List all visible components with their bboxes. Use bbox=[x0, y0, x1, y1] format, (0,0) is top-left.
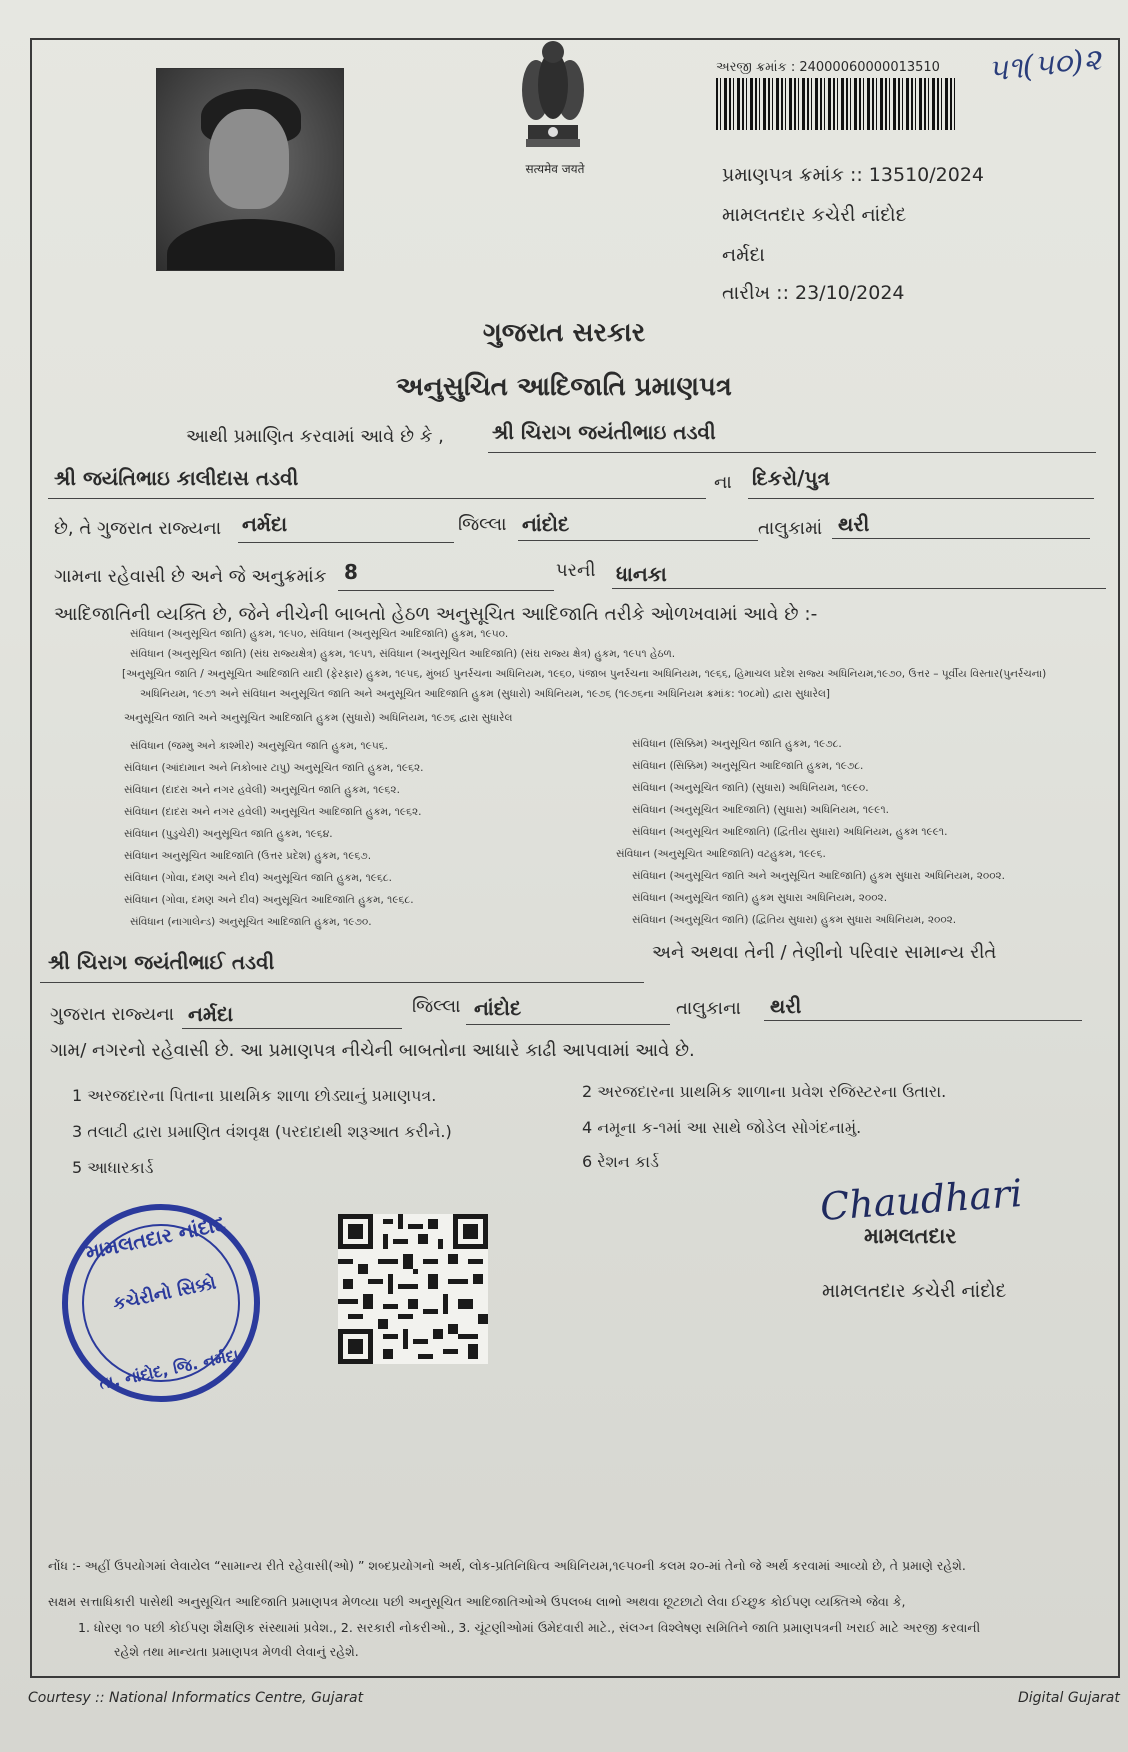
father-name: શ્રી જયંતિભાઇ કાલીદાસ તડવી bbox=[54, 466, 299, 490]
recognition-text: આદિજાતિની વ્યક્તિ છે, જેને નીચેની બાબતો હેઠળ અનુસૂચિત આદિજાતિ તરીકે ઓળખવામાં આવે છે :- bbox=[54, 604, 818, 625]
issue-date: તારીખ :: 23/10/2024 bbox=[722, 282, 905, 304]
note-line: નોંધ :- અહીં ઉપયોગમાં લેવાયેલ “સામાન્ય રીતે રહેવાસી(ઓ) ” શબ્દપ્રયોગનો અર્થ, લોક-પ્રતિનિધિત્વ અધિનિયમ,૧૯૫૦ની કલમ ૨૦-માં તેનો જે અર્થ કરવામાં આવ્યો છે, તે પ્રમાણે રહેશે. bbox=[48, 1558, 966, 1573]
district2-value: નાંદોદ bbox=[522, 512, 570, 536]
relation: દિકરો/પુત્ર bbox=[752, 466, 830, 490]
order-left: સંવિધાન (નાગાલેન્ડ) અનુસૂચિત આદિજાતિ હુકમ, ૧૯૭૦. bbox=[130, 916, 372, 928]
residence-district: નર્મદા bbox=[188, 1002, 234, 1026]
taluka-label: તાલુકામાં bbox=[758, 518, 823, 539]
par-label: પરની bbox=[556, 560, 596, 581]
underline bbox=[488, 452, 1096, 453]
order-right: સંવિધાન (અનુસૂચિત આદિજાતિ) (દ્વિતીય સુધારા) અધિનિયમ, હુકમ ૧૯૯૧. bbox=[632, 826, 948, 838]
underline bbox=[48, 498, 706, 499]
applicant-photo bbox=[156, 68, 344, 271]
footer-brand: Digital Gujarat bbox=[1018, 1690, 1120, 1706]
order-line: અધિનિયમ, ૧૯૭૧ અને સંવિધાન અનુસૂચિત જાતિ અને અનુસૂચિત આદિજાતિ હુકમ (સુધારો) અધિનિયમ, ૧૯૭૬ (૧૯૭૬ના અધિનિયમ ક્રમાંક: ૧૦૮મો) દ્વારા સુધારેલ] bbox=[140, 688, 831, 700]
underline bbox=[182, 1028, 402, 1029]
national-emblem-icon bbox=[508, 30, 598, 160]
underline bbox=[466, 1024, 670, 1025]
order-right: સંવિધાન (સિક્કિમ) અનુસૂચિત જાતિ હુકમ, ૧૯૭૮. bbox=[632, 738, 842, 750]
family-text: અને અથવા તેની / તેણીનો પરિવાર સામાન્ય રીતે bbox=[652, 942, 997, 963]
taluka-value: થરી bbox=[838, 512, 870, 536]
barcode bbox=[716, 78, 956, 130]
order-left: સંવિધાન (ગોવા, દમણ અને દીવ) અનુસૂચિત આદિજાતિ હુકમ, ૧૯૬૮. bbox=[124, 894, 414, 906]
district-value: નર્મદા bbox=[242, 512, 288, 536]
order-right: સંવિધાન (અનુસૂચિત આદિજાતિ) (સુધારા) અધિનિયમ, ૧૯૯૧. bbox=[632, 804, 889, 816]
order-right: સંવિધાન (અનુસૂચિત આદિજાતિ) વટહુકમ, ૧૯૯૬. bbox=[616, 848, 826, 860]
certificate-title: અનુસુચિત આદિજાતિ પ્રમાણપત્ર bbox=[396, 372, 732, 402]
order-left: સંવિધાન (દાદરા અને નગર હવેલી) અનુસૂચિત આદિજાતિ હુકમ, ૧૯૬૨. bbox=[124, 806, 422, 818]
document-item: 4 નમૂના ક-૧માં આ સાથે જોડેલ સોગંદનામું. bbox=[582, 1118, 862, 1137]
handwritten-note: ૫૧(૫૦)૨ bbox=[986, 42, 1103, 89]
underline bbox=[238, 542, 454, 543]
order-left: સંવિધાન (જમ્મુ અને કાશ્મીર) અનુસૂચિત જાતિ હુકમ, ૧૯૫૬. bbox=[130, 740, 388, 752]
seal-bottom-text: તા. નાંદોદ, જિ. નર્મદા bbox=[97, 1345, 241, 1394]
seal-top-text: મામલતદાર નાંદોદ bbox=[83, 1211, 228, 1265]
residence-district2: નાંદોદ bbox=[474, 996, 522, 1020]
application-number: અરજી ક્રમાંક : 24000060000013510 bbox=[716, 60, 940, 75]
intro-text: આથી પ્રમાણિત કરવામાં આવે છે કે , bbox=[186, 426, 444, 447]
underline bbox=[518, 540, 758, 541]
signature-office: મામલતદાર કચેરી નાંદોદ bbox=[822, 1280, 1007, 1302]
order-right: સંવિધાન (અનુસૂચિત જાતિ) હુકમ સુધારા અધિનિયમ, ૨૦૦૨. bbox=[632, 892, 888, 904]
order-line: સંવિધાન (અનુસૂચિત જાતિ) (સંઘ રાજ્યક્ષેત્ર) હુકમ, ૧૯૫૧, સંવિધાન (અનુસૂચિત આદિજાતિ) (સંઘ રાજ્ય ક્ષેત્ર) હુકમ, ૧૯૫૧ હેઠળ. bbox=[130, 648, 676, 660]
applicant-name: શ્રી ચિરાગ જયંતીભાઇ તડવી bbox=[492, 420, 716, 444]
government-title: ગુજરાત સરકાર bbox=[482, 318, 646, 348]
note-line: સક્ષમ સત્તાધિકારી પાસેથી અનુસૂચિત આદિજાતિ પ્રમાણપત્ર મેળવ્યા પછી અનુસૂચિત આદિજાતિઓએ ઉપલબ્ધ લાભો અથવા છૂટછાટો લેવા ઈચ્છુક કોઈપણ વ્યક્તિએ જેવા કે, bbox=[48, 1594, 906, 1609]
document-item: 2 અરજદારના પ્રાથમિક શાળાના પ્રવેશ રજિસ્ટરના ઉતારા. bbox=[582, 1082, 947, 1101]
district-label: જિલ્લા bbox=[458, 514, 507, 535]
order-right: સંવિધાન (સિક્કિમ) અનુસૂચિત આદિજાતિ હુકમ, ૧૯૭૮. bbox=[632, 760, 864, 772]
na-label: ના bbox=[714, 472, 732, 493]
village-text: ગામ/ નગરનો રહેવાસી છે. આ પ્રમાણપત્ર નીચેની બાબતોના આધારે કાઢી આપવામાં આવે છે. bbox=[50, 1040, 695, 1061]
document-item: 1 અરજદારના પિતાના પ્રાથમિક શાળા છોડ્યાનું પ્રમાણપત્ર. bbox=[72, 1086, 437, 1105]
order-line: સંવિધાન (અનુસૂચિત જાતિ) હુકમ, ૧૯૫૦, સંવિધાન (અનુસૂચિત આદિજાતિ) હુકમ, ૧૯૫૦. bbox=[130, 628, 509, 640]
underline bbox=[764, 1020, 1082, 1021]
residence-taluka: થરી bbox=[770, 994, 802, 1018]
underline bbox=[832, 538, 1090, 539]
state-label: છે, તે ગુજરાત રાજ્યના bbox=[54, 518, 222, 539]
order-left: સંવિધાન (ગોવા, દમણ અને દીવ) અનુસૂચિત જાતિ હુકમ, ૧૯૬૮. bbox=[124, 872, 392, 884]
signature-title: મામલતદાર bbox=[864, 1224, 957, 1248]
serial-number: 8 bbox=[344, 560, 358, 584]
order-left: સંવિધાન અનુસૂચિત આદિજાતિ (ઉત્તર પ્રદેશ) હુકમ, ૧૯૬૭. bbox=[124, 850, 372, 862]
footer-credit: Courtesy :: National Informatics Centre, Gujarat bbox=[28, 1690, 364, 1706]
residence-taluka-label: તાલુકાના bbox=[676, 998, 741, 1019]
issuing-office: મામલતદાર કચેરી નાંદોદ bbox=[722, 204, 907, 226]
residence-name: શ્રી ચિરાગ જયંતીભાઈ તડવી bbox=[48, 950, 275, 974]
order-line: અનુસૂચિત જાતિ અને અનુસૂચિત આદિજાતિ હુકમ (સુધારો) અધિનિયમ, ૧૯૭૬ દ્વારા સુધારેલ bbox=[124, 712, 513, 724]
underline bbox=[40, 982, 644, 983]
emblem-caption: सत्यमेव जयते bbox=[525, 162, 585, 176]
note-line: રહેશે તથા માન્યતા પ્રમાણપત્ર મેળવી લેવાનું રહેશે. bbox=[114, 1644, 359, 1659]
underline bbox=[338, 590, 554, 591]
order-left: સંવિધાન (આંદામાન અને નિકોબાર ટાપુ) અનુસૂચિત જાતિ હુકમ, ૧૯૬૨. bbox=[124, 762, 424, 774]
document-item: 5 આધારકાર્ડ bbox=[72, 1158, 154, 1177]
underline bbox=[748, 498, 1094, 499]
tribe-value: ધાનકા bbox=[616, 562, 667, 586]
note-line: 1. ધોરણ ૧૦ પછી કોઈપણ શૈક્ષણિક સંસ્થામાં પ્રવેશ., 2. સરકારી નોકરીઓ., 3. ચૂંટણીઓમાં ઉમેદવારી માટે., સંલગ્ન વિશ્લેષણ સમિતિને જાતિ પ્રમાણપત્રની ખરાઈ માટે અરજી કરવાની bbox=[78, 1620, 981, 1635]
underline bbox=[612, 588, 1106, 589]
order-right: સંવિધાન (અનુસૂચિત જાતિ) (દ્વિતિય સુધારા) હુકમ સુધારા અધિનિયમ, ૨૦૦૨. bbox=[632, 914, 957, 926]
order-line: [અનુસૂચિત જાતિ / અનુસૂચિત આદિજાતિ યાદી (ફેરફાર) હુકમ, ૧૯૫૬, મુંબઈ પુનર્રચના અધિનિયમ, ૧૯૬૦, પંજાબ પુનર્રચના અધિનિયમ, ૧૯૬૬, હિમાચલ પ્રદેશ રાજ્ય અધિનિયમ,૧૯૭૦, ઉત્તર – પૂર્વીય વિસ્તાર(પુનર્રચના) bbox=[122, 668, 1047, 680]
residence-state-label: ગુજરાત રાજ્યના bbox=[50, 1004, 175, 1025]
order-left: સંવિધાન (દાદરા અને નગર હવેલી) અનુસૂચિત જાતિ હુકમ, ૧૯૬૨. bbox=[124, 784, 400, 796]
issuing-district: નર્મદા bbox=[722, 244, 765, 266]
seal-middle-text: કચેરીનો સિક્કો bbox=[111, 1272, 218, 1315]
residence-district-label: જિલ્લા bbox=[412, 996, 461, 1017]
order-right: સંવિધાન (અનુસૂચિત જાતિ અને અનુસૂચિત આદિજાતિ) હુકમ સુધારા અધિનિયમ, ૨૦૦૨. bbox=[632, 870, 1006, 882]
signature-scribble: Chaudhari bbox=[818, 1170, 1024, 1230]
qr-code bbox=[338, 1214, 488, 1364]
order-left: સંવિધાન (પુડુચેરી) અનુસૂચિત જાતિ હુકમ, ૧૯૬૪. bbox=[124, 828, 333, 840]
document-item: 3 તલાટી દ્વારા પ્રમાણિત વંશવૃક્ષ (પરદાદાથી શરૂઆત કરીને.) bbox=[72, 1122, 452, 1141]
order-right: સંવિધાન (અનુસૂચિત જાતિ) (સુધારા) અધિનિયમ, ૧૯૯૦. bbox=[632, 782, 869, 794]
document-item: 6 રેશન કાર્ડ bbox=[582, 1152, 659, 1171]
village-label: ગામના રહેવાસી છે અને જે અનુક્રમાંક bbox=[54, 566, 327, 587]
certificate-number: પ્રમાણપત્ર ક્રમાંક :: 13510/2024 bbox=[722, 164, 984, 186]
